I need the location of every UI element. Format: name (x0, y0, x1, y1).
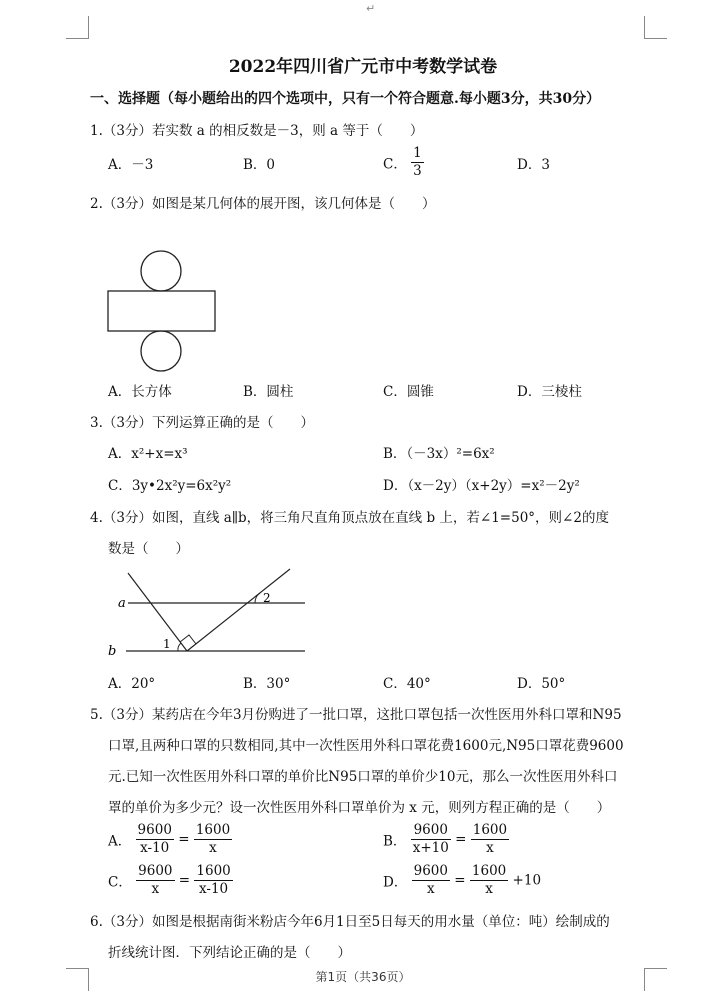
q3-option-a: A．x²+x=x³ (108, 446, 188, 462)
q2-option-d: D．三棱柱 (517, 384, 582, 400)
question-2-stem: 2.（3分）如图是某几何体的展开图，该几何体是（ ） (90, 196, 436, 212)
q4-option-c: C．40° (383, 676, 431, 692)
q1-option-c (383, 145, 424, 180)
q4-option-b: B．30° (243, 676, 291, 692)
q3-option-d: D．（x－2y）（x+2y）=x²－2y² (383, 478, 580, 494)
q1-option-a: A．－3 (108, 157, 154, 173)
top-paragraph-mark: ↵ (366, 2, 376, 15)
q5-option-b: B． $\frac{9600}{x+10}$ = $\frac{1600}{x}$ (383, 822, 508, 856)
question-5-line3: 元.已知一次性医用外科口罩的单价比N95口罩的单价少10元，那么一次性医用外科口 (108, 769, 618, 785)
question-3-stem: 3.（3分）下列运算正确的是（ ） (90, 415, 314, 431)
page-title: 2022年四川省广元市中考数学试卷 (228, 57, 498, 77)
right-angle-mark (180, 635, 196, 644)
q4-option-d: D．50° (517, 676, 566, 692)
q1-option-c-label: C． (383, 156, 407, 173)
q3-option-b: B．（－3x）²=6x² (383, 446, 495, 462)
q2-option-b: B．圆柱 (243, 384, 294, 400)
q5-option-a: A． $\frac{9600}{x-10}$ = $\frac{1600}{x}$ (108, 822, 231, 856)
label-2: 2 (263, 591, 271, 605)
question-6-line1: 6.（3分）如图是根据南街米粉店今年6月1日至5日每天的用水量（单位：吨）绘制成的 (90, 914, 610, 930)
question-5-line4: 罩的单价为多少元？设一次性医用外科口罩单价为 x 元，则列方程正确的是（ ） (108, 800, 611, 816)
label-1: 1 (163, 637, 171, 651)
label-a: a (118, 596, 126, 611)
label-b: b (108, 644, 117, 659)
section-heading: 一、选择题（每小题给出的四个选项中，只有一个符合题意.每小题3分，共30分） (90, 91, 601, 107)
question-5-line1: 5.（3分）某药店在今年3月份购进了一批口罩，这批口罩包括一次性医用外科口罩和N95 (90, 707, 622, 723)
q1-option-c-fraction: $\frac{1}{3}$ (413, 145, 422, 179)
q1-option-b: B．0 (243, 157, 276, 173)
q3-option-c: C．3y•2x²y=6x²y² (108, 478, 232, 494)
page-footer: 第1页（共36页） (315, 970, 411, 984)
triangle-leg-left (128, 573, 187, 651)
triangle-leg-right (187, 569, 290, 651)
net-top-circle (141, 251, 181, 291)
question-4-stem-line1: 4.（3分）如图，直线 a∥b，将三角尺直角顶点放在直线 b 上，若∠1=50°，则∠2的度 (90, 510, 609, 526)
q1-option-d: D．3 (517, 157, 550, 173)
q5-option-c: C． $\frac{9600}{x}$ = $\frac{1600}{x-10}$ (108, 863, 231, 897)
corner-mark-top-left (66, 16, 89, 39)
q5-option-d: D． $\frac{9600}{x}$ = $\frac{1600}{x}$ +10 (383, 863, 542, 897)
corner-mark-top-right (644, 16, 667, 39)
question-5-line2: 口罩,且两种口罩的只数相同,其中一次性医用外科口罩花费1600元,N95口罩花费9600 (108, 738, 624, 754)
net-bottom-circle (141, 331, 181, 371)
q4-option-a: A．20° (108, 676, 156, 692)
q2-net-figure (100, 245, 230, 375)
question-4-stem-line2: 数是（ ） (108, 541, 189, 557)
question-1-stem: 1.（3分）若实数 a 的相反数是－3，则 a 等于（ ） (90, 123, 424, 139)
q2-option-c: C．圆锥 (383, 384, 434, 400)
angle-1-arc (178, 643, 181, 651)
question-6-line2: 折线统计图．下列结论正确的是（ ） (108, 945, 351, 961)
q4-parallel-lines-figure (100, 565, 320, 665)
q2-option-a: A．长方体 (108, 384, 172, 400)
net-rectangle (108, 291, 215, 331)
